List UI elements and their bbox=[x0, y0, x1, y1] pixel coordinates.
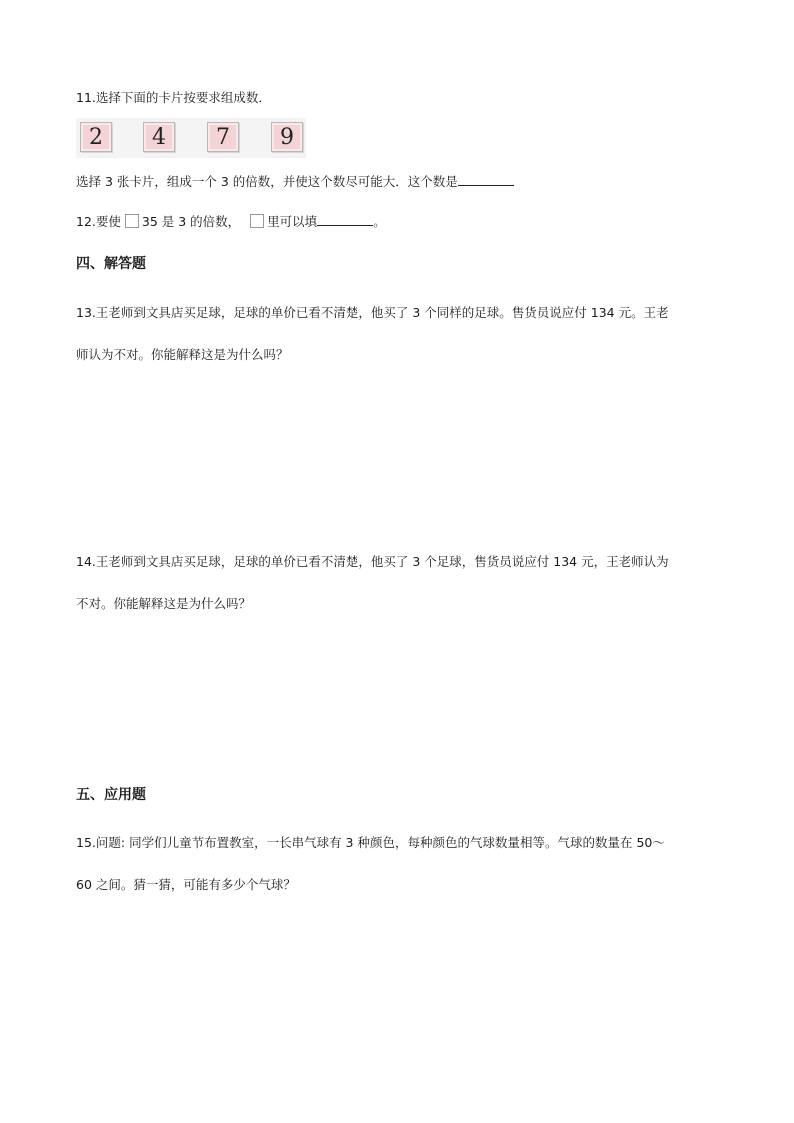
section-4-heading: 四、解答题 bbox=[76, 256, 146, 272]
q12-answer-blank[interactable] bbox=[317, 214, 373, 226]
q15-line-1: 15.问题: 同学们儿童节布置教室，一长串气球有 3 种颜色，每种颜色的气球数量相等。气球的数量在 50～ bbox=[76, 835, 665, 850]
q13-line-1: 13.王老师到文具店买足球，足球的单价已看不清楚，他买了 3 个同样的足球。售货员说应付 134 元。王老 bbox=[76, 305, 669, 320]
q12-line bbox=[76, 214, 386, 229]
q14-line-1: 14.王老师到文具店买足球，足球的单价已看不清楚，他买了 3 个足球，售货员说应付 134 元，王老师认为 bbox=[76, 554, 669, 569]
q11-prompt: 选择 3 张卡片，组成一个 3 的倍数，并使这个数尽可能大．这个数是 bbox=[76, 174, 458, 189]
digit-box-2[interactable] bbox=[250, 214, 264, 228]
q11-prompt-line bbox=[76, 174, 514, 189]
q12-pre: 12.要使 bbox=[76, 214, 121, 229]
q12-end: 。 bbox=[373, 214, 386, 229]
section-5-heading: 五、应用题 bbox=[76, 787, 146, 803]
q11-title: 11.选择下面的卡片按要求组成数． bbox=[76, 90, 271, 105]
q15-line-2: 60 之间。猜一猜，可能有多少个气球？ bbox=[76, 877, 296, 892]
card-4: 9 bbox=[271, 122, 303, 152]
q12-mid: 35 是 3 的倍数， bbox=[141, 214, 241, 229]
number-cards bbox=[76, 118, 306, 158]
q13-line-2: 师认为不对。你能解释这是为什么吗？ bbox=[76, 347, 289, 362]
q11-answer-blank[interactable] bbox=[458, 174, 514, 186]
q14-line-2: 不对。你能解释这是为什么吗？ bbox=[76, 596, 252, 611]
card-2: 4 bbox=[143, 122, 175, 152]
card-3: 7 bbox=[207, 122, 239, 152]
digit-box-1[interactable] bbox=[125, 214, 139, 228]
card-1: 2 bbox=[80, 122, 112, 152]
q12-post: 里可以填 bbox=[267, 214, 318, 229]
